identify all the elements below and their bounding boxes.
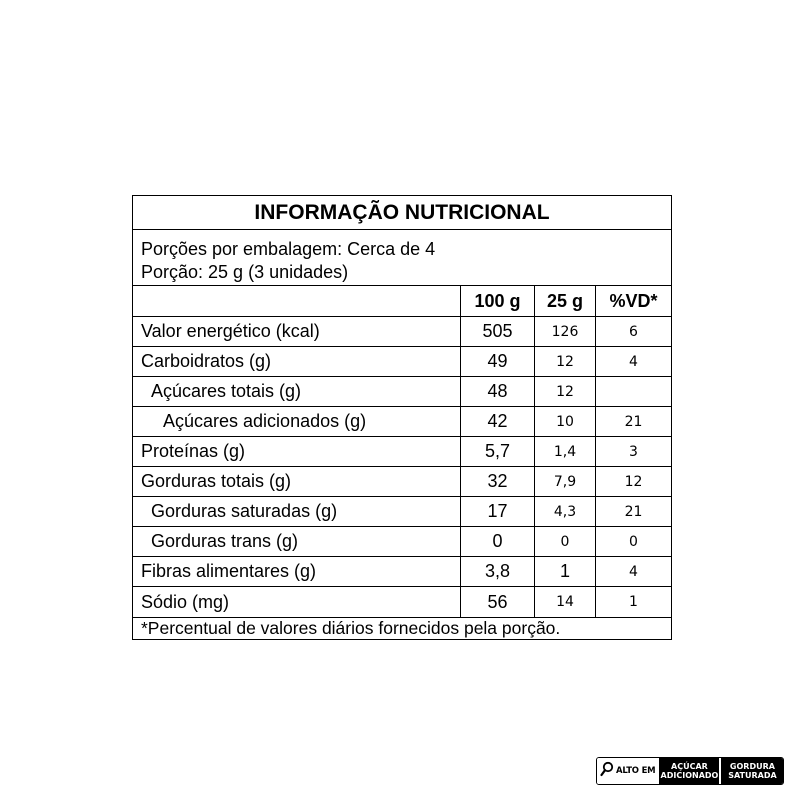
badge-saturated-fat: GORDURA SATURADA xyxy=(719,758,783,784)
value-vd: 12 xyxy=(596,467,671,497)
value-25g: 1 xyxy=(535,557,596,587)
nutrient-name: Açúcares adicionados (g) xyxy=(133,407,461,437)
value-vd: 4 xyxy=(596,347,671,377)
value-25g: 126 xyxy=(535,317,596,347)
badge-lead xyxy=(597,758,659,784)
value-vd: 21 xyxy=(596,407,671,437)
value-25g: 14 xyxy=(535,587,596,618)
footnote: *Percentual de valores diários fornecidos pela porção. xyxy=(141,618,561,638)
value-vd: 0 xyxy=(596,527,671,557)
value-100g: 0 xyxy=(461,527,535,557)
nutrient-name: Valor energético (kcal) xyxy=(133,317,461,347)
value-vd: 21 xyxy=(596,497,671,527)
nutrient-name: Proteínas (g) xyxy=(133,437,461,467)
value-25g: 0 xyxy=(535,527,596,557)
value-25g: 4,3 xyxy=(535,497,596,527)
value-25g: 1,4 xyxy=(535,437,596,467)
servings-per-package: Porções por embalagem: Cerca de 4 xyxy=(141,239,436,259)
nutrient-name: Carboidratos (g) xyxy=(133,347,461,377)
value-100g: 56 xyxy=(461,587,535,618)
serving-size: Porção: 25 g (3 unidades) xyxy=(133,260,671,286)
value-25g: 12 xyxy=(535,347,596,377)
value-100g: 42 xyxy=(461,407,535,437)
value-100g: 49 xyxy=(461,347,535,377)
value-25g: 10 xyxy=(535,407,596,437)
nutrient-name: Gorduras trans (g) xyxy=(133,527,461,557)
nutrient-name: Fibras alimentares (g) xyxy=(133,557,461,587)
value-100g: 32 xyxy=(461,467,535,497)
value-100g: 3,8 xyxy=(461,557,535,587)
table-title: INFORMAÇÃO NUTRICIONAL xyxy=(133,196,671,230)
value-25g: 7,9 xyxy=(535,467,596,497)
nutrition-facts-table xyxy=(132,195,672,640)
magnifier-icon xyxy=(600,761,614,781)
value-100g: 5,7 xyxy=(461,437,535,467)
value-vd: 6 xyxy=(596,317,671,347)
value-vd: 1 xyxy=(596,587,671,618)
value-vd: 3 xyxy=(596,437,671,467)
value-25g: 12 xyxy=(535,377,596,407)
header-100g: 100 g xyxy=(461,286,535,317)
value-vd xyxy=(596,377,671,407)
value-100g: 48 xyxy=(461,377,535,407)
nutrient-name: Sódio (mg) xyxy=(133,587,461,618)
nutrient-name: Açúcares totais (g) xyxy=(133,377,461,407)
header-vd: %VD* xyxy=(596,286,671,317)
header-blank xyxy=(133,286,461,317)
badge-lead-text: ALTO EM xyxy=(616,766,656,776)
value-vd: 4 xyxy=(596,557,671,587)
badge-added-sugar: AÇÚCAR ADICIONADO xyxy=(659,758,719,784)
value-100g: 17 xyxy=(461,497,535,527)
front-of-pack-warning-badge xyxy=(596,757,784,785)
header-25g: 25 g xyxy=(535,286,596,317)
nutrient-name: Gorduras saturadas (g) xyxy=(133,497,461,527)
value-100g: 505 xyxy=(461,317,535,347)
nutrient-name: Gorduras totais (g) xyxy=(133,467,461,497)
